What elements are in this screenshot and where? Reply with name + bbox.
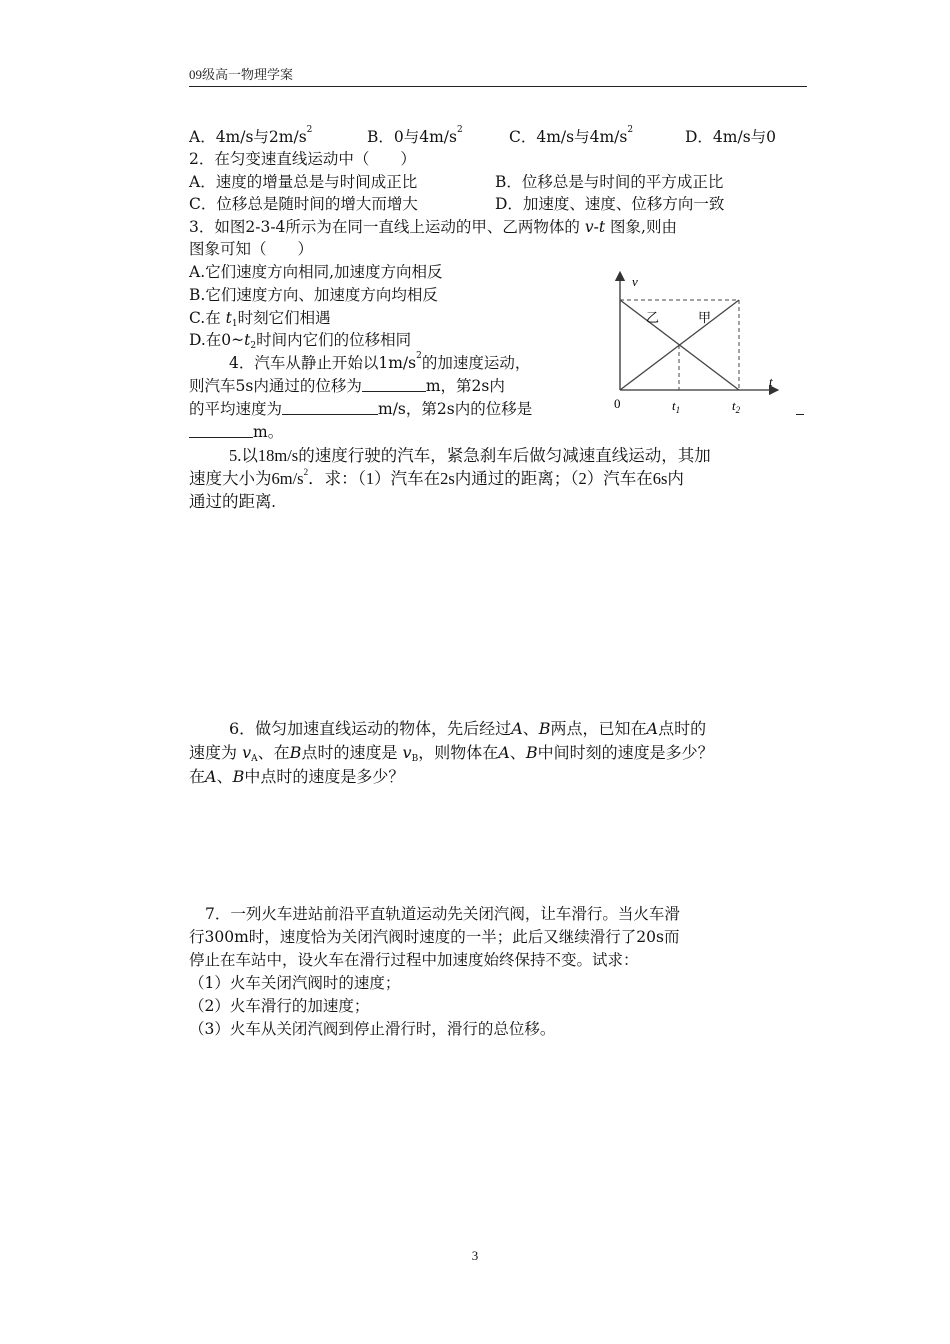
q4-blank-3[interactable] <box>189 421 253 438</box>
q4-blank-1[interactable] <box>362 375 426 392</box>
q7-line2: 行300m时，速度恰为关闭汽阀时速度的一半；此后又继续滑行了20s而 <box>189 928 680 946</box>
q6-line2: 速度为 $v_A$、在B点时的速度是 $v_B$，则物体在A、B中间时刻的速度是多少？ <box>189 743 714 764</box>
q2-option-a: A．速度的增量总是与时间成正比 <box>189 173 418 191</box>
q2-option-b: B．位移总是与时间的平方成正比 <box>495 173 724 191</box>
q1-option-d: D．4m/s与0 <box>685 128 777 146</box>
q2-stem: 2．在匀变速直线运动中（ ） <box>189 150 416 168</box>
q5-line2: 速度大小为$6m/s^2$．求：（1）汽车在2s内通过的距离；（2）汽车在6s内 <box>189 467 684 488</box>
origin-label: 0 <box>614 396 621 411</box>
q2-option-c: C．位移总是随时间的增大而增大 <box>189 195 418 213</box>
t-axis-label: t <box>769 374 773 389</box>
q7-line1: 7．一列火车进站前沿平直轨道运动先关闭汽阀，让车滑行。当火车滑 <box>205 905 680 923</box>
q1-option-a: A．4m/s与$2m/s^2$ <box>189 125 313 146</box>
q6-line3: 在A、B中点时的速度是多少？ <box>189 767 405 786</box>
q5-line3: 通过的距离. <box>189 492 276 511</box>
q1-options <box>189 126 776 148</box>
q5-line1: 5.以18m/s的速度行驶的汽车，紧急刹车后做匀减速直线运动，其加 <box>229 446 711 465</box>
q4-line4: m。 <box>189 421 283 443</box>
jia-label: 甲 <box>698 310 712 325</box>
q3-option-b: B.它们速度方向、加速度方向均相反 <box>189 286 438 304</box>
q2-option-d: D．加速度、速度、位移方向一致 <box>495 195 725 213</box>
q7-sub1: （1）火车关闭汽阀时的速度； <box>189 974 401 992</box>
q2-options-cd <box>189 193 724 215</box>
q7-sub2: （2）火车滑行的加速度； <box>189 997 370 1015</box>
q4-line1: 4．汽车从静止开始以$1m/s^2$的加速度运动， <box>229 351 531 372</box>
yi-label: 乙 <box>646 310 660 325</box>
q7-line3: 停止在车站中，设火车在滑行过程中加速度始终保持不变。试求： <box>189 951 639 969</box>
q3-option-d: D.在$0\sim t_2$时间内它们的位移相同 <box>189 331 412 351</box>
q1-option-b: B．0与$4m/s^2$ <box>367 125 463 146</box>
q3-stem-line1: 3．如图2-3-4所示为在同一直线上运动的甲、乙两物体的 v-t 图象,则由 <box>189 218 677 236</box>
q4-blank-3-tail[interactable] <box>796 398 804 415</box>
q4-line2: 则汽车5s内通过的位移为 m，第2s内 <box>189 377 505 395</box>
q7-sub3: （3）火车从关闭汽阀到停止滑行时，滑行的总位移。 <box>189 1020 556 1038</box>
page-header: 09级高一物理学案 <box>189 67 294 82</box>
t2-label: $t_2$ <box>732 398 741 415</box>
q3-option-a: A.它们速度方向相同,加速度方向相反 <box>189 263 443 281</box>
page-number: 3 <box>471 1248 479 1263</box>
vt-graph <box>602 268 802 418</box>
q1-option-c: C．4m/s与$4m/s^2$ <box>509 125 634 146</box>
t1-label: $t_1$ <box>672 398 681 415</box>
q3-stem-line2: 图象可知（ ） <box>189 240 314 258</box>
v-axis-label: v <box>632 274 638 289</box>
header-rule <box>189 86 807 87</box>
q4-line3: 的平均速度为 m/s，第2s内的位移是 <box>189 400 533 418</box>
q2-options-ab <box>189 171 723 193</box>
q3-option-c: C.在 $t_1$时刻它们相遇 <box>189 309 331 329</box>
q6-line1: 6．做匀加速直线运动的物体，先后经过A、B两点，已知在A点时的 <box>229 719 707 738</box>
q4-blank-2[interactable] <box>282 398 378 415</box>
